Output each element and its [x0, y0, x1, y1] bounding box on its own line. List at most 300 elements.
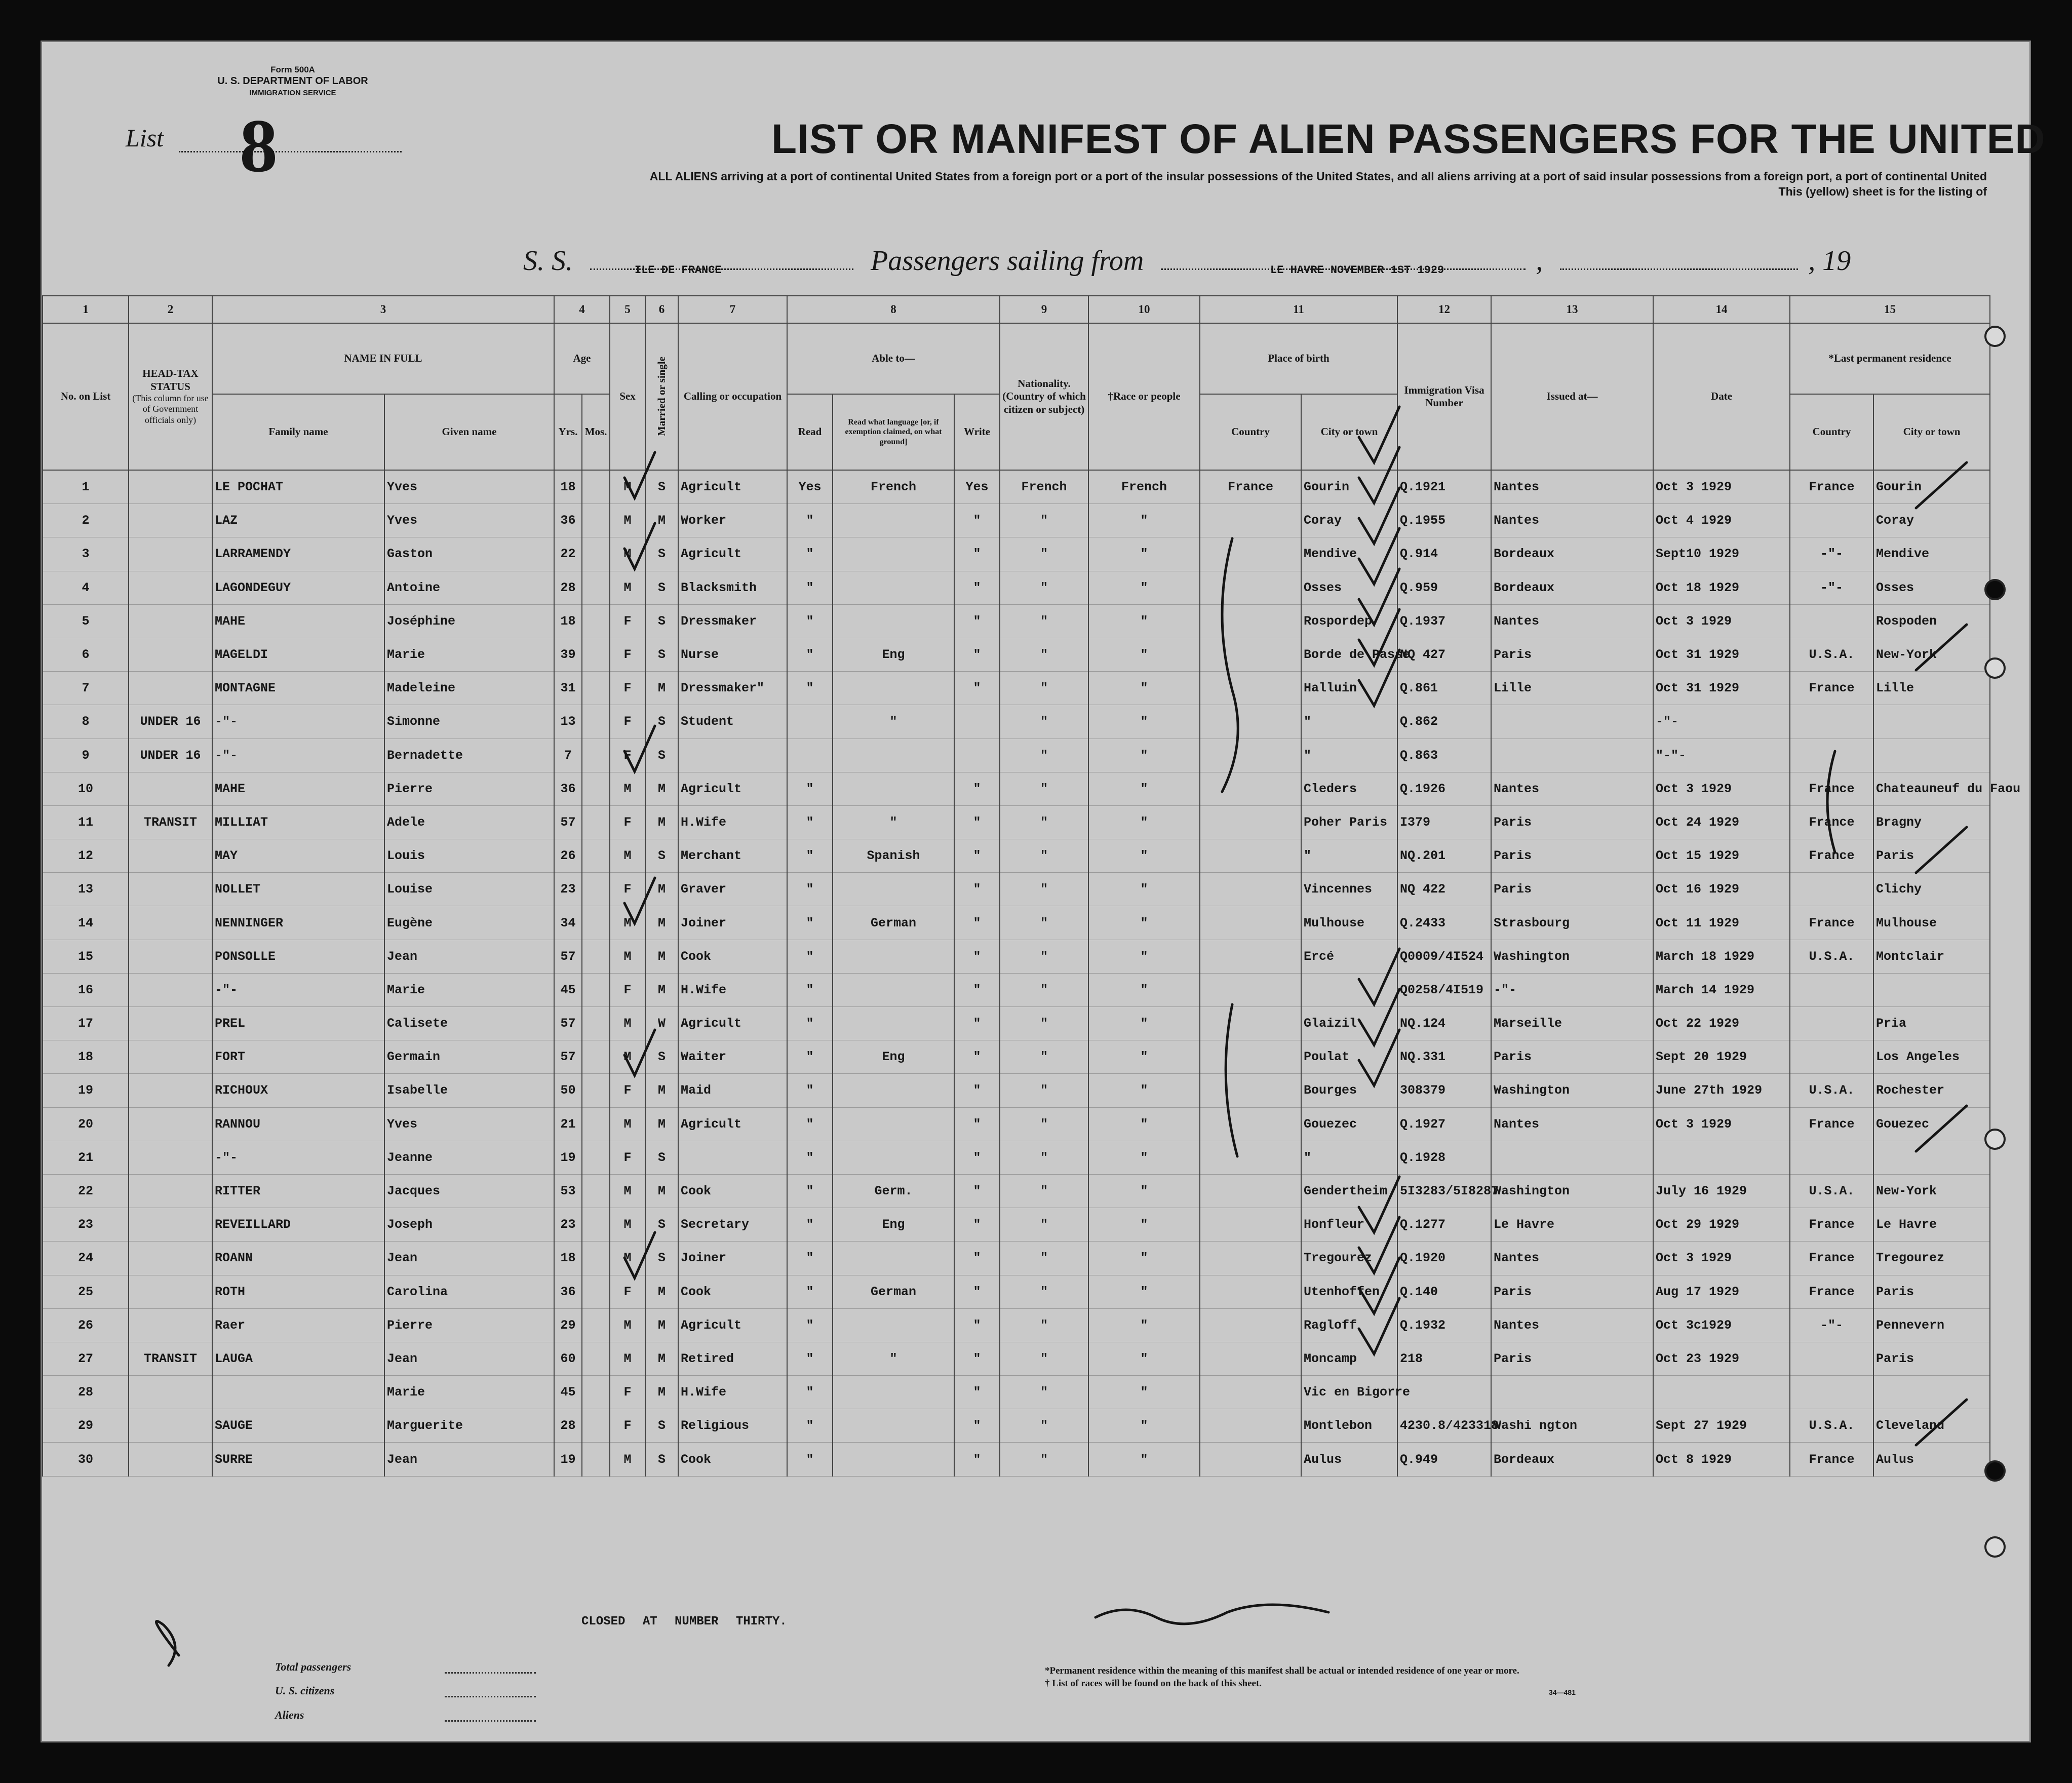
- family-name-cell: REVEILLARD: [212, 1208, 384, 1242]
- head-tax-status-cell: [129, 1174, 212, 1208]
- head-tax-status-cell: [129, 839, 212, 873]
- birth-country-cell: [1200, 805, 1301, 839]
- can-read-cell: ": [787, 1443, 833, 1476]
- can-read-cell: ": [787, 973, 833, 1006]
- visa-date-cell: Oct 18 1929: [1653, 571, 1790, 604]
- age-months-cell: [582, 1174, 610, 1208]
- residence-country-cell: [1790, 705, 1873, 739]
- head-tax-status-cell: [129, 1007, 212, 1040]
- sex-cell: F: [610, 672, 645, 705]
- row-number-cell: 12: [43, 839, 129, 873]
- birth-city-cell: Gourin: [1301, 470, 1397, 504]
- table-row: [43, 672, 1990, 705]
- birth-city-cell: [1301, 973, 1397, 1006]
- race-cell: ": [1088, 739, 1200, 772]
- birth-country-cell: [1200, 839, 1301, 873]
- residence-city-cell: Tregourez: [1873, 1242, 1990, 1275]
- age-months-cell: [582, 906, 610, 940]
- can-write-cell: ": [954, 638, 1000, 671]
- sex-cell: M: [610, 1174, 645, 1208]
- marital-status-cell: S: [645, 1141, 678, 1174]
- visa-date-cell: Oct 3 1929: [1653, 1107, 1790, 1141]
- residence-city-cell: Coray: [1873, 504, 1990, 537]
- can-write-cell: ": [954, 1107, 1000, 1141]
- residence-city-cell: [1873, 739, 1990, 772]
- row-number-cell: 1: [43, 470, 129, 504]
- birth-city-cell: ": [1301, 839, 1397, 873]
- visa-number-cell: NQ.201: [1397, 839, 1491, 873]
- visa-date-cell: Oct 8 1929: [1653, 1443, 1790, 1476]
- nationality-cell: ": [1000, 672, 1088, 705]
- can-read-cell: ": [787, 1074, 833, 1107]
- occupation-cell: Dressmaker": [678, 672, 787, 705]
- nationality-cell: French: [1000, 470, 1088, 504]
- family-name-cell: SURRE: [212, 1443, 384, 1476]
- birth-city-cell: ": [1301, 1141, 1397, 1174]
- given-name-cell: Marie: [384, 973, 554, 1006]
- visa-number-cell: Q.1926: [1397, 772, 1491, 805]
- issued-at-cell: Lille: [1491, 672, 1653, 705]
- birth-city-cell: Montlebon: [1301, 1409, 1397, 1443]
- head-tax-status-cell: TRANSIT: [129, 1342, 212, 1375]
- birth-city-cell: Bourges: [1301, 1074, 1397, 1107]
- age-years-cell: 57: [554, 940, 582, 973]
- binder-hole: [1984, 1129, 2006, 1150]
- residence-country-cell: France: [1790, 805, 1873, 839]
- age-months-cell: [582, 1275, 610, 1308]
- sex-cell: M: [610, 1208, 645, 1242]
- issued-at-cell: Nantes: [1491, 504, 1653, 537]
- given-name-cell: Yves: [384, 470, 554, 504]
- given-name-cell: Gaston: [384, 537, 554, 571]
- table-row: [43, 839, 1990, 873]
- age-years-cell: 22: [554, 537, 582, 571]
- residence-country-cell: -"-: [1790, 1308, 1873, 1342]
- given-name-cell: Pierre: [384, 1308, 554, 1342]
- birth-country-cell: [1200, 1174, 1301, 1208]
- nationality-cell: ": [1000, 1443, 1088, 1476]
- race-cell: ": [1088, 604, 1200, 638]
- marital-status-cell: M: [645, 906, 678, 940]
- residence-city-cell: [1873, 1376, 1990, 1409]
- row-number-cell: 19: [43, 1074, 129, 1107]
- issued-at-cell: [1491, 1376, 1653, 1409]
- birth-city-cell: Ragloff: [1301, 1308, 1397, 1342]
- birth-country-cell: [1200, 1040, 1301, 1074]
- head-tax-status-cell: [129, 470, 212, 504]
- age-months-cell: [582, 1342, 610, 1375]
- issued-at-cell: Bordeaux: [1491, 537, 1653, 571]
- family-name-cell: [212, 1376, 384, 1409]
- read-language-cell: [833, 672, 954, 705]
- row-number-cell: 29: [43, 1409, 129, 1443]
- head-tax-status-cell: [129, 537, 212, 571]
- given-name-cell: Jean: [384, 1242, 554, 1275]
- nationality-cell: ": [1000, 1275, 1088, 1308]
- marital-status-cell: S: [645, 1242, 678, 1275]
- race-cell: ": [1088, 1007, 1200, 1040]
- can-write-cell: Yes: [954, 470, 1000, 504]
- age-years-cell: 23: [554, 873, 582, 906]
- age-months-cell: [582, 1443, 610, 1476]
- row-number-cell: 20: [43, 1107, 129, 1141]
- row-number-cell: 22: [43, 1174, 129, 1208]
- read-language-cell: ": [833, 805, 954, 839]
- read-language-cell: Eng: [833, 1040, 954, 1074]
- table-row: [43, 1074, 1990, 1107]
- birth-city-cell: ": [1301, 705, 1397, 739]
- age-months-cell: [582, 839, 610, 873]
- can-write-cell: ": [954, 1208, 1000, 1242]
- sex-cell: M: [610, 1107, 645, 1141]
- occupation-cell: Blacksmith: [678, 571, 787, 604]
- head-tax-status-cell: [129, 504, 212, 537]
- visa-number-cell: Q.1920: [1397, 1242, 1491, 1275]
- age-months-cell: [582, 1376, 610, 1409]
- can-read-cell: ": [787, 1107, 833, 1141]
- can-read-cell: ": [787, 1141, 833, 1174]
- issued-at-cell: [1491, 1141, 1653, 1174]
- family-name-cell: MILLIAT: [212, 805, 384, 839]
- can-read-cell: ": [787, 1040, 833, 1074]
- occupation-cell: [678, 1141, 787, 1174]
- family-name-cell: LE POCHAT: [212, 470, 384, 504]
- race-cell: ": [1088, 1342, 1200, 1375]
- colnum: 4: [554, 296, 610, 323]
- row-number-cell: 21: [43, 1141, 129, 1174]
- marital-status-cell: M: [645, 1107, 678, 1141]
- sex-cell: M: [610, 537, 645, 571]
- head-tax-status-cell: [129, 1107, 212, 1141]
- sex-cell: M: [610, 1308, 645, 1342]
- nationality-cell: ": [1000, 873, 1088, 906]
- can-write-cell: ": [954, 1141, 1000, 1174]
- race-cell: ": [1088, 1107, 1200, 1141]
- read-language-cell: German: [833, 906, 954, 940]
- age-years-cell: 18: [554, 470, 582, 504]
- nationality-cell: ": [1000, 1174, 1088, 1208]
- visa-number-cell: Q.1928: [1397, 1141, 1491, 1174]
- can-write-cell: ": [954, 504, 1000, 537]
- visa-number-cell: Q.861: [1397, 672, 1491, 705]
- sex-cell: F: [610, 739, 645, 772]
- occupation-cell: Graver: [678, 873, 787, 906]
- read-language-cell: [833, 940, 954, 973]
- can-write-cell: ": [954, 1007, 1000, 1040]
- race-cell: ": [1088, 537, 1200, 571]
- age-months-cell: [582, 1040, 610, 1074]
- colnum: 2: [129, 296, 212, 323]
- age-months-cell: [582, 1308, 610, 1342]
- row-number-cell: 28: [43, 1376, 129, 1409]
- can-read-cell: ": [787, 537, 833, 571]
- can-write-cell: ": [954, 1376, 1000, 1409]
- can-write-cell: ": [954, 973, 1000, 1006]
- can-read-cell: ": [787, 805, 833, 839]
- age-months-cell: [582, 1208, 610, 1242]
- issued-at-cell: Nantes: [1491, 1242, 1653, 1275]
- sex-cell: F: [610, 1376, 645, 1409]
- given-name-cell: Marie: [384, 1376, 554, 1409]
- table-row: [43, 1040, 1990, 1074]
- read-language-cell: [833, 973, 954, 1006]
- age-years-cell: 57: [554, 805, 582, 839]
- birth-city-cell: Mulhouse: [1301, 906, 1397, 940]
- head-tax-status-cell: [129, 1443, 212, 1476]
- residence-city-cell: Rochester: [1873, 1074, 1990, 1107]
- can-read-cell: ": [787, 672, 833, 705]
- family-name-cell: -"-: [212, 1141, 384, 1174]
- residence-city-cell: New-York: [1873, 1174, 1990, 1208]
- issued-at-cell: Washi ngton: [1491, 1409, 1653, 1443]
- service-label: IMMIGRATION SERVICE: [249, 89, 336, 97]
- given-name-cell: Eugène: [384, 906, 554, 940]
- marital-status-cell: M: [645, 805, 678, 839]
- race-cell: ": [1088, 1308, 1200, 1342]
- family-name-cell: NENNINGER: [212, 906, 384, 940]
- header-birth-city: City or town: [1301, 394, 1397, 470]
- table-row: [43, 504, 1990, 537]
- sex-cell: M: [610, 839, 645, 873]
- issued-at-cell: Paris: [1491, 1040, 1653, 1074]
- race-cell: ": [1088, 672, 1200, 705]
- colnum: 13: [1491, 296, 1653, 323]
- can-read-cell: ": [787, 1376, 833, 1409]
- can-read-cell: ": [787, 873, 833, 906]
- visa-date-cell: Oct 31 1929: [1653, 672, 1790, 705]
- residence-city-cell: Gourin: [1873, 470, 1990, 504]
- race-cell: ": [1088, 705, 1200, 739]
- colnum: 1: [43, 296, 129, 323]
- row-number-cell: 8: [43, 705, 129, 739]
- given-name-cell: Bernadette: [384, 739, 554, 772]
- nationality-cell: ": [1000, 1342, 1088, 1375]
- age-years-cell: 13: [554, 705, 582, 739]
- race-cell: ": [1088, 805, 1200, 839]
- age-years-cell: 39: [554, 638, 582, 671]
- occupation-cell: H.Wife: [678, 805, 787, 839]
- header-res-country: Country: [1790, 394, 1873, 470]
- age-months-cell: [582, 1074, 610, 1107]
- given-name-cell: Pierre: [384, 772, 554, 805]
- visa-number-cell: Q.862: [1397, 705, 1491, 739]
- birth-country-cell: [1200, 1107, 1301, 1141]
- page-title: LIST OR MANIFEST OF ALIEN PASSENGERS FOR THE UNITED: [771, 116, 2046, 162]
- read-language-cell: [833, 1242, 954, 1275]
- occupation-cell: Agricult: [678, 1107, 787, 1141]
- given-name-cell: Marguerite: [384, 1409, 554, 1443]
- visa-number-cell: 218: [1397, 1342, 1491, 1375]
- age-years-cell: 53: [554, 1174, 582, 1208]
- issued-at-cell: Le Havre: [1491, 1208, 1653, 1242]
- birth-country-cell: [1200, 604, 1301, 638]
- can-write-cell: ": [954, 1242, 1000, 1275]
- birth-country-cell: [1200, 504, 1301, 537]
- header-name-in-full: NAME IN FULL: [212, 323, 554, 394]
- header-read: Read: [787, 394, 833, 470]
- age-years-cell: 26: [554, 839, 582, 873]
- birth-city-cell: Aulus: [1301, 1443, 1397, 1476]
- table-row: [43, 638, 1990, 671]
- occupation-cell: Secretary: [678, 1208, 787, 1242]
- read-language-cell: [833, 1107, 954, 1141]
- age-years-cell: 57: [554, 1007, 582, 1040]
- family-name-cell: ROANN: [212, 1242, 384, 1275]
- given-name-cell: Jeanne: [384, 1141, 554, 1174]
- sex-cell: F: [610, 805, 645, 839]
- given-name-cell: Adele: [384, 805, 554, 839]
- visa-number-cell: [1397, 1376, 1491, 1409]
- nationality-cell: ": [1000, 1409, 1088, 1443]
- visa-number-cell: 5I3283/5I8287: [1397, 1174, 1491, 1208]
- header-sex: Sex: [610, 323, 645, 470]
- residence-country-cell: France: [1790, 839, 1873, 873]
- nationality-cell: ": [1000, 537, 1088, 571]
- sailing-label: Passengers sailing from: [871, 245, 1144, 277]
- birth-city-cell: Glaizil: [1301, 1007, 1397, 1040]
- head-tax-status-cell: [129, 1308, 212, 1342]
- residence-country-cell: U.S.A.: [1790, 1174, 1873, 1208]
- visa-date-cell: July 16 1929: [1653, 1174, 1790, 1208]
- head-tax-status-cell: UNDER 16: [129, 705, 212, 739]
- form-number: Form 500A: [270, 65, 315, 74]
- visa-date-cell: Aug 17 1929: [1653, 1275, 1790, 1308]
- sex-cell: F: [610, 705, 645, 739]
- table-row: [43, 1208, 1990, 1242]
- age-months-cell: [582, 672, 610, 705]
- header-yrs: Yrs.: [554, 394, 582, 470]
- birth-city-cell: Gouezec: [1301, 1107, 1397, 1141]
- can-write-cell: ": [954, 672, 1000, 705]
- subtitle: [397, 169, 1987, 199]
- read-language-cell: [833, 873, 954, 906]
- head-tax-status-cell: TRANSIT: [129, 805, 212, 839]
- can-write-cell: ": [954, 1040, 1000, 1074]
- can-read-cell: ": [787, 906, 833, 940]
- subtitle-line-2: This (yellow) sheet is for the listing of: [1778, 185, 1987, 198]
- visa-number-cell: Q.1937: [1397, 604, 1491, 638]
- total-passengers-line: [445, 1672, 536, 1674]
- issued-at-cell: Washington: [1491, 940, 1653, 973]
- row-number-cell: 9: [43, 739, 129, 772]
- head-tax-status-cell: [129, 1040, 212, 1074]
- residence-country-cell: [1790, 1007, 1873, 1040]
- age-months-cell: [582, 805, 610, 839]
- family-name-cell: -"-: [212, 973, 384, 1006]
- table-row: [43, 1242, 1990, 1275]
- birth-country-cell: [1200, 571, 1301, 604]
- read-language-cell: [833, 1443, 954, 1476]
- visa-date-cell: Oct 16 1929: [1653, 873, 1790, 906]
- sailing-port-date: LE HAVRE NOVEMBER 1ST 1929: [1270, 264, 1444, 277]
- can-write-cell: ": [954, 839, 1000, 873]
- race-cell: ": [1088, 504, 1200, 537]
- occupation-cell: Maid: [678, 1074, 787, 1107]
- age-months-cell: [582, 739, 610, 772]
- nationality-cell: ": [1000, 940, 1088, 973]
- age-years-cell: 36: [554, 1275, 582, 1308]
- can-read-cell: ": [787, 638, 833, 671]
- age-years-cell: 60: [554, 1342, 582, 1375]
- sex-cell: F: [610, 1141, 645, 1174]
- visa-number-cell: Q.914: [1397, 537, 1491, 571]
- can-read-cell: ": [787, 1342, 833, 1375]
- residence-city-cell: Le Havre: [1873, 1208, 1990, 1242]
- marital-status-cell: S: [645, 739, 678, 772]
- table-row: [43, 604, 1990, 638]
- issued-at-cell: Paris: [1491, 1275, 1653, 1308]
- residence-country-cell: [1790, 873, 1873, 906]
- occupation-cell: Agricult: [678, 470, 787, 504]
- head-tax-status-cell: [129, 1275, 212, 1308]
- race-cell: ": [1088, 1040, 1200, 1074]
- occupation-cell: Dressmaker: [678, 604, 787, 638]
- age-months-cell: [582, 1409, 610, 1443]
- row-number-cell: 4: [43, 571, 129, 604]
- issued-at-cell: Bordeaux: [1491, 1443, 1653, 1476]
- race-cell: ": [1088, 973, 1200, 1006]
- given-name-cell: Antoine: [384, 571, 554, 604]
- nationality-cell: ": [1000, 638, 1088, 671]
- sex-cell: M: [610, 1342, 645, 1375]
- visa-number-cell: Q.140: [1397, 1275, 1491, 1308]
- residence-city-cell: Paris: [1873, 1275, 1990, 1308]
- ship-name: ILE DE FRANCE: [635, 264, 722, 277]
- visa-date-cell: Oct 29 1929: [1653, 1208, 1790, 1242]
- birth-country-cell: [1200, 1275, 1301, 1308]
- marital-status-cell: S: [645, 1208, 678, 1242]
- can-write-cell: ": [954, 1074, 1000, 1107]
- can-read-cell: ": [787, 940, 833, 973]
- race-cell: ": [1088, 1174, 1200, 1208]
- age-years-cell: 36: [554, 504, 582, 537]
- read-language-cell: [833, 604, 954, 638]
- residence-country-cell: [1790, 504, 1873, 537]
- table-row: [43, 873, 1990, 906]
- family-name-cell: MAHE: [212, 772, 384, 805]
- header-write: Write: [954, 394, 1000, 470]
- header-birth-country: Country: [1200, 394, 1301, 470]
- visa-number-cell: Q.863: [1397, 739, 1491, 772]
- table-row: [43, 1275, 1990, 1308]
- birth-country-cell: [1200, 1342, 1301, 1375]
- nationality-cell: ": [1000, 973, 1088, 1006]
- can-read-cell: ": [787, 1275, 833, 1308]
- birth-city-cell: Cleders: [1301, 772, 1397, 805]
- table-row: [43, 470, 1990, 504]
- nationality-cell: ": [1000, 772, 1088, 805]
- occupation-cell: Retired: [678, 1342, 787, 1375]
- read-language-cell: Spanish: [833, 839, 954, 873]
- age-months-cell: [582, 1141, 610, 1174]
- visa-date-cell: Oct 15 1929: [1653, 839, 1790, 873]
- family-name-cell: RITTER: [212, 1174, 384, 1208]
- visa-number-cell: Q.1927: [1397, 1107, 1491, 1141]
- age-months-cell: [582, 1107, 610, 1141]
- marital-status-cell: S: [645, 470, 678, 504]
- header-place-of-birth: Place of birth: [1200, 323, 1397, 394]
- marital-status-cell: M: [645, 873, 678, 906]
- table-row: [43, 772, 1990, 805]
- birth-country-cell: [1200, 672, 1301, 705]
- read-language-cell: [833, 1308, 954, 1342]
- age-months-cell: [582, 571, 610, 604]
- issued-at-cell: [1491, 705, 1653, 739]
- birth-city-cell: Tregourez: [1301, 1242, 1397, 1275]
- visa-number-cell: 4230.8/423318: [1397, 1409, 1491, 1443]
- race-cell: ": [1088, 772, 1200, 805]
- family-name-cell: MAY: [212, 839, 384, 873]
